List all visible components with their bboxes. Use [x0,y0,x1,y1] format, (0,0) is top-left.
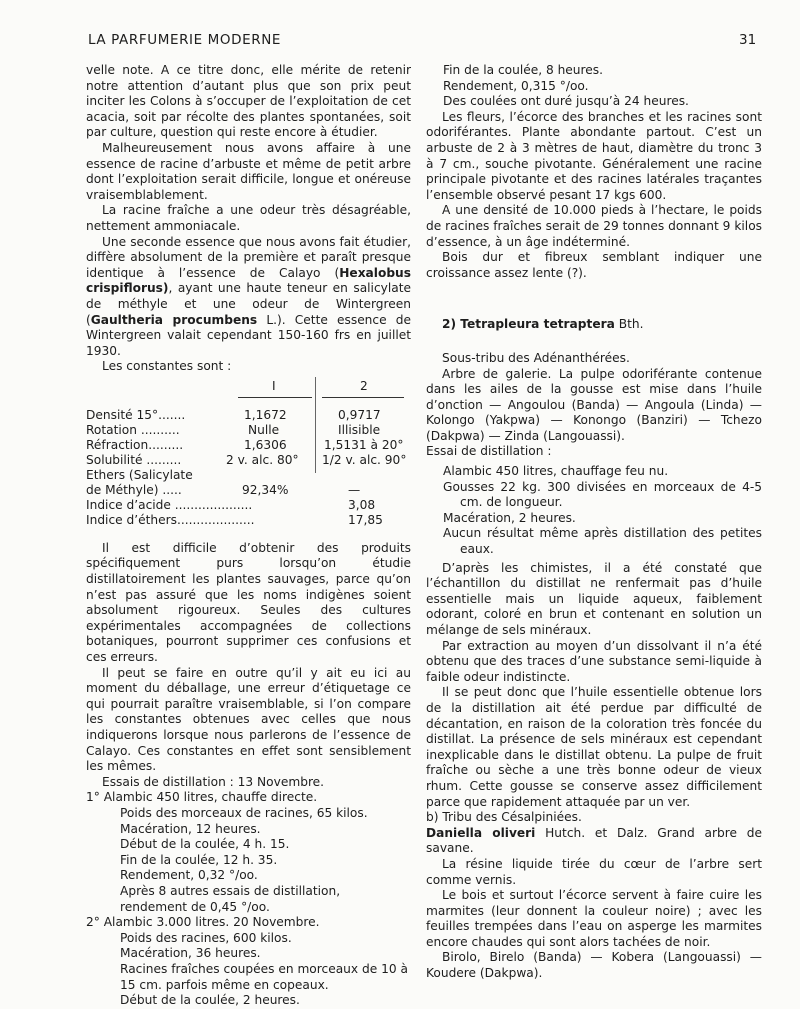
paragraph: Essais de distillation : 13 Novembre. [102,774,325,789]
list-item: Macération, 36 heures. [120,946,261,961]
table-row-label: de Méthyle) ..... [86,482,182,497]
running-title: LA PARFUMERIE MODERNE [88,32,282,48]
paragraph: Les constantes sont : [102,359,232,374]
list-item: Début de la coulée, 4 h. 15. [120,837,290,852]
paragraph: Les fleurs, l’écorce des branches et les racines sont odoriférantes. Plante abondante partout. C’est un arbuste de 2 à 3 mètres de haut, diamètre du tronc 3 à 7 cm., souche pivotante. Généralement une racine principale pivotante et des racines latérales traçantes l’ensemble observé pesant 17 kgs 600. [426,109,762,202]
list-item: Des coulées ont duré jusqu’à 24 heures. [443,94,689,109]
section-heading: 2) Tetrapleura tetraptera Bth. [442,317,644,332]
paragraph: Une seconde essence que nous avons fait étudier, diffère absolument de la première et paraît presque identique à l’essence de Calayo (Hexalobus crispiflorus), ayant une haute teneur en salicylate de méthyle et une odeur de Wintergreen (Gaultheria procumbens L.). Cette essence de Wintergreen valait cependant 150-160 frs en juillet 1930. [86,234,411,358]
table-cell: 1,6306 [244,437,287,452]
table-cell: 1,1672 [244,407,287,422]
list-item: 1° Alambic 450 litres, chauffe directe. [86,790,318,805]
paragraph: A une densité de 10.000 pieds à l’hectare, le poids de racines fraîches serait de 29 tonnes donnant 9 kilos d’essence, à un âge indéterminé. [426,203,762,249]
table-row-label: Indice d’acide .................... [86,497,253,512]
table-row-label: Indice d’éthers.................... [86,512,255,527]
table-row-label: Ethers (Salicylate [86,467,193,482]
paragraph: Bois dur et fibreux semblant indiquer une croissance assez lente (?). [426,250,762,280]
rule [322,397,404,398]
list-item: Macération, 12 heures. [120,821,261,836]
table-cell: 3,08 [348,497,376,512]
paragraph: Birolo, Birelo (Banda) — Kobera (Langouassi) — Koudere (Dakpwa). [426,950,762,981]
table-row-label: Solubilité ......... [86,452,182,467]
list-item: 2° Alambic 3.000 litres. 20 Novembre. [86,915,320,930]
list-item: Macération, 2 heures. [443,510,576,525]
table-header-col1: I [272,378,276,393]
table-row-label: Rotation .......... [86,422,180,437]
left-column [86,63,411,1009]
section-heading: b) Tribu des Césalpiniées. [426,810,582,825]
table-cell: Nulle [248,422,280,437]
paragraph: Il peut se faire en outre qu’il y ait eu ici au moment du déballage, une erreur d’étiquetage ce qui pourrait paraître vraisemblable, si l’on compare les constantes obtenues avec celles que nous indiquerons lorsque nous parlerons de l’essence de Calayo. Ces constantes en effet sont sensiblement les mêmes. [86,665,411,774]
paragraph: Daniella oliveri Hutch. et Dalz. Grand arbre de savane. [426,825,762,856]
paragraph: Malheureusement nous avons affaire à une essence de racine d’arbuste et même de petit arbre dont l’exploitation serait difficile, longue et onéreuse vraisemblablement. [86,140,411,202]
list-item: Alambic 450 litres, chauffage feu nu. [443,464,669,479]
list-item: Poids des racines, 600 kilos. [120,930,292,945]
table-cell: 92,34% [242,482,289,497]
table-row-label: Densité 15°....... [86,407,186,422]
list-item: Aucun résultat même après distillation des petites eaux. [443,526,762,557]
paragraph: La racine fraîche a une odeur très désagréable, nettement ammoniacale. [86,203,411,233]
list-item: Début de la coulée, 2 heures. [120,993,300,1008]
list-item: Fin de la coulée, 12 h. 35. [120,852,278,867]
paragraph: Arbre de galerie. La pulpe odoriférante contenue dans les ailes de la gousse est mise dans l’huile d’onction — Angoulou (Banda) — Angoula (Linda) — Kolongo (Yakpwa) — Konongo (Banziri) — Tchezo (Dakpwa) — Zinda (Langouassi). [426,366,762,443]
list-item: Rendement, 0,315 °/oo. [443,78,589,93]
list-item: Rendement, 0,32 °/oo. [120,868,258,883]
table-cell: 1/2 v. alc. 90° [322,452,407,467]
page-number: 31 [739,32,757,48]
rule [238,397,312,398]
paragraph: Le bois et surtout l’écorce servent à faire cuire les marmites (leur donnent la couleur noire) ; avec les feuilles trempées dans l’eau on asperge les marmites encore chaudes qui sont alors tachées de noir. [426,888,762,949]
paragraph: La résine liquide tirée du cœur de l’arbre sert comme vernis. [426,856,762,887]
table-cell: 1,5131 à 20° [324,437,404,452]
table-header-col2: 2 [360,378,368,393]
paragraph: Sous-tribu des Adénanthérées. [442,350,630,365]
table-cell: — [348,482,361,497]
table-cell: 0,9717 [338,407,381,422]
table-cell: 2 v. alc. 80° [226,452,299,467]
list-item: Après 8 autres essais de distillation, rendement de 0,45 °/oo. [120,883,341,914]
paragraph: D’après les chimistes, il a été constaté que l’échantillon du distillat ne renfermait pas d’huile essentielle mais un liquide aqueux, faiblement odorant, coloré en brun et contenant en solution un mélange de sels minéraux. [426,560,762,637]
table-row-label: Réfraction......... [86,437,184,452]
list-item: Poids des morceaux de racines, 65 kilos. [120,805,368,820]
right-column [426,63,762,982]
list-item: Racines fraîches coupées en morceaux de 10 à 15 cm. parfois même en copeaux. [120,961,408,992]
paragraph: velle note. A ce titre donc, elle mérite de retenir notre attention d’autant plus que son prix peut inciter les Colons à s’occuper de l’exploitation de cet acacia, soit par récolte des plantes spontanées, soit par culture, question qui reste encore à étudier. [86,63,411,140]
paragraph: Il est difficile d’obtenir des produits spécifiquement purs lorsqu’on étudie distillatoirement les plantes sauvages, parce qu’on n’est pas assuré que les noms indigènes soient absolument rigoureux. Seules des cultures expérimentales accompagnées de collections botaniques, pourront supprimer ces confusions et ces erreurs. [86,540,411,665]
paragraph: Par extraction au moyen d’un dissolvant il n’a été obtenu que des traces d’une substance semi-liquide à faible odeur indistincte. [426,638,762,684]
list-item: Fin de la coulée, 8 heures. [443,63,603,77]
paragraph: Essai de distillation : [426,444,552,459]
table-cell: Illisible [338,422,381,437]
paragraph: Il se peut donc que l’huile essentielle obtenue lors de la distillation ait été perdue par difficulté de décantation, en raison de la coloration très foncée du distillat. La présence de sels minéraux est cependant inexplicable dans le distillat obtenu. La pulpe de fruit fraîche ou sèche a une très bonne odeur de vieux rhum. Cette gousse se conserve assez difficilement parce que rapidement attaquée par un ver. [426,685,762,809]
constants-table [86,377,411,527]
table-cell: 17,85 [348,512,383,527]
column-divider [315,377,316,473]
list-item: Gousses 22 kg. 300 divisées en morceaux de 4-5 cm. de longueur. [443,479,762,510]
